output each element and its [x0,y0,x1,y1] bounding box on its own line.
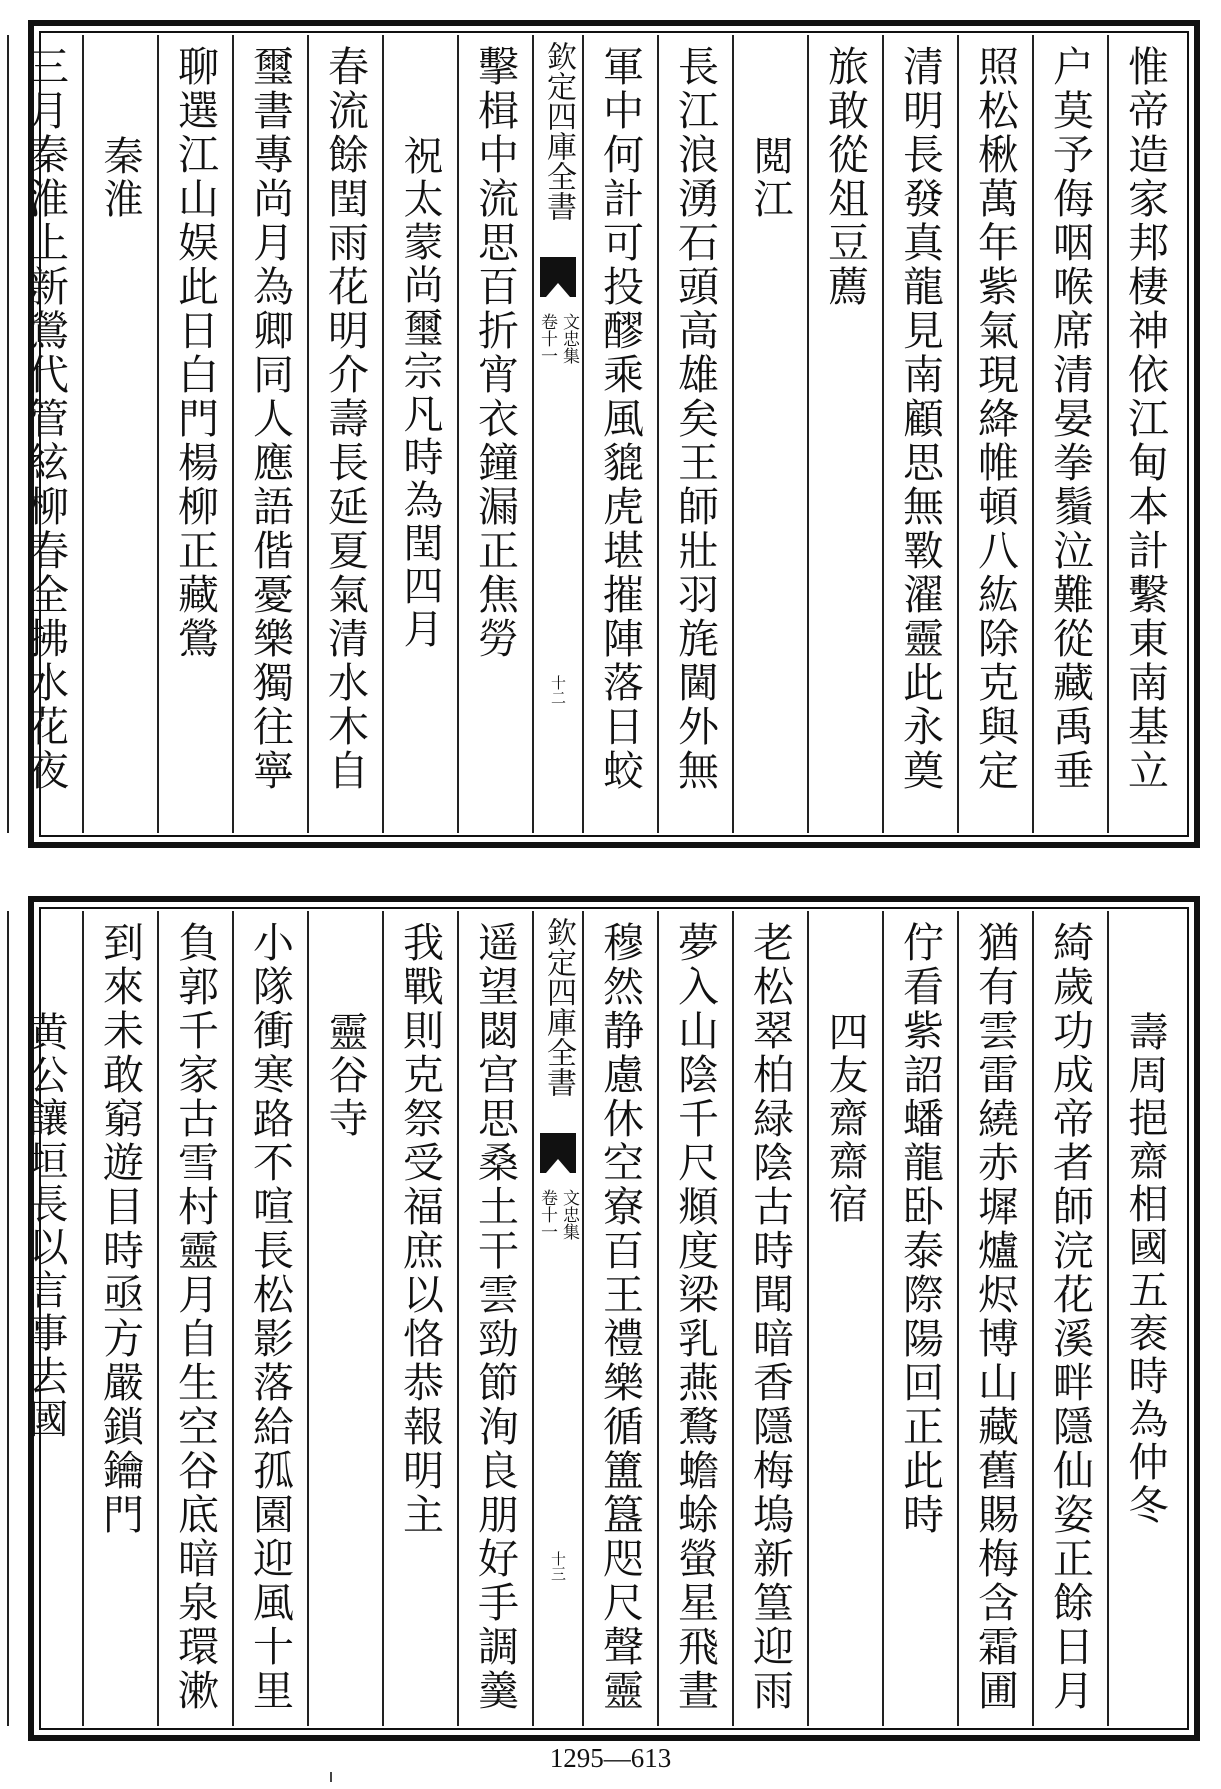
text-column [1032,35,1107,833]
text-column [232,911,307,1726]
text-column [307,911,382,1726]
poem-line [0,921,7,1716]
poem-line: 璽書專尚月為卿同人應語偕憂樂獨往寧 [246,45,294,793]
text-column [7,35,82,833]
text-column [582,911,657,1726]
collection-name: 文忠集 [559,1189,579,1240]
volume-number: 卷十一 [537,313,557,364]
poem-line: 户莫予侮咽喉席清晏拳鬚泣難從藏禹垂 [1046,45,1094,793]
center-fold [532,35,582,833]
poem-line: 旅敢從俎豆薦 [821,45,869,309]
poem-line: 綺歲功成帝者師浣花溪畔隱仙姿正餘日月 [1046,921,1094,1713]
poem-line: 惟帝造家邦棲神依江甸本計繫東南基立 [1121,45,1169,793]
poem-line: 到來未敢窮遊目時亟方嚴鎖鑰門 [96,921,144,1537]
poem-line: 穆然静慮休空寮百王禮樂循簠簋咫尺聲靈 [596,921,644,1713]
poem-line: 佇看紫詔蟠龍卧泰際陽回正此時 [896,921,944,1537]
poem-title: 靈谷寺 [322,1011,368,1140]
poem-line: 夢入山陰千尺頫度梁乳燕鶩蟾蜍螢星飛晝 [671,921,719,1713]
top-columns [21,35,1182,833]
text-column [382,35,457,833]
text-column [807,35,882,833]
poem-line: 軍中何計可投醪乘風貔虎堪摧陣落日蛟 [596,45,644,793]
volume-label [536,313,580,364]
text-column [882,35,957,833]
poem-line: 負郭千家古雪村靈月自生空谷底暗泉環漱 [171,921,219,1713]
poem-line: 聊選江山娱此日白門楊柳正藏鶯 [171,45,219,661]
poem-line: 清明長發真龍見南顧思無斁濯靈此永奠 [896,45,944,793]
text-column [82,35,157,833]
text-column [807,911,882,1726]
poem-line: 小隊衝寒路不喧長松影落給孤園迎風十里 [246,921,294,1713]
volume-number: 卷十一 [537,1189,557,1240]
volume-label [536,1189,580,1240]
text-column [382,911,457,1726]
poem-line: 我戰則克祭受福庶以恪恭報明主 [396,921,444,1537]
text-column [0,35,7,833]
poem-title: 秦淮 [97,135,143,221]
text-column [732,911,807,1726]
leaf-number: 十三 [549,1551,567,1581]
poem-line: 遥望閟宫思桑土干雲勁節洵良朋好手調羹 [471,921,519,1713]
page-number: 1295—613 [549,1743,672,1773]
poem-line: 老松翠柏緑陰古時聞暗香隱梅塢新篁迎雨 [746,921,794,1713]
poem-line: 三月秦淮上新鶯代管絃柳春全拂水花夜 [21,45,69,793]
poem-title: 閲江 [747,135,793,221]
poem-title: 四友齋齋宿 [822,1011,868,1226]
top-page-panel [21,20,1200,848]
text-column [307,35,382,833]
text-column [157,911,232,1726]
text-column [82,911,157,1726]
fishtail-mark-icon [540,1133,576,1173]
poem-line: 長江浪湧石頭高雄矣王師壯羽旄閫外無 [671,45,719,793]
text-column [657,911,732,1726]
bottom-columns [22,911,1182,1726]
text-column [157,35,232,833]
text-column [732,35,807,833]
text-column [1032,911,1107,1726]
collection-name: 文忠集 [559,313,579,364]
poem-title: 黄公讓垣長以言事去國 [22,1011,68,1441]
poem-line: 照松楸萬年紫氣現絳帷頓八紘除克與定 [971,45,1019,793]
poem-line: 擊楫中流思百折宵衣鐘漏正焦勞 [471,45,519,661]
text-column [657,35,732,833]
text-column [7,911,82,1726]
center-fold [532,911,582,1726]
text-column [957,911,1032,1726]
poem-title: 祝太蒙尚璽宗凡時為閏四月 [397,135,443,651]
leaf-number: 十二 [549,675,567,705]
text-column [957,35,1032,833]
bottom-page-panel [22,896,1200,1741]
text-column [232,35,307,833]
text-column [882,911,957,1726]
poem-title: 壽周挹齋相國五袠時為仲冬 [1122,1011,1168,1527]
text-column [582,35,657,833]
scan-mark [330,1772,332,1782]
book-title: 欽定四庫全書 [541,917,576,1097]
text-column [1107,911,1182,1726]
poem-line [0,45,7,823]
text-column [1107,35,1182,833]
text-column [0,911,7,1726]
poem-line: 春流餘閏雨花明介壽長延夏氣清水木自 [321,45,369,793]
text-column [457,911,532,1726]
fishtail-mark-icon [540,257,576,297]
poem-line: 猶有雲雷繞赤墀爐烬博山藏舊賜梅含霜圃 [971,921,1019,1713]
book-title: 欽定四庫全書 [541,41,576,221]
text-column [457,35,532,833]
